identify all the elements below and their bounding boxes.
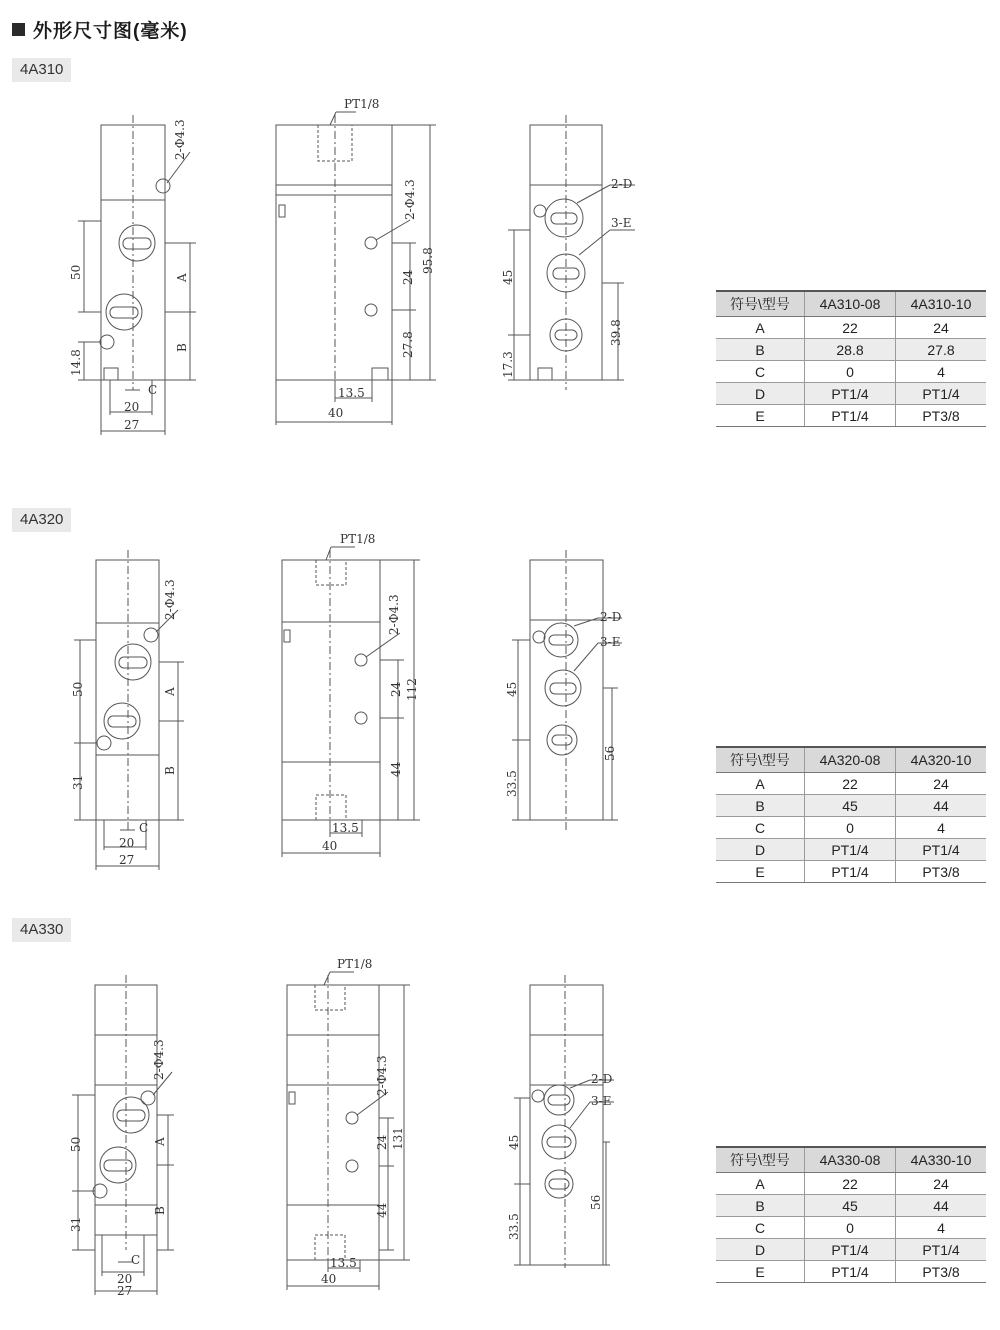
table-cell: 24 — [896, 773, 987, 795]
bottom-d-label: 2-D — [600, 610, 622, 624]
front-width1-label: 20 — [119, 836, 135, 850]
table-cell: D — [716, 383, 805, 405]
table-cell: 0 — [805, 1217, 896, 1239]
table-row — [716, 795, 986, 817]
table-cell: PT1/4 — [896, 1239, 987, 1261]
side-hole-label: 2-Φ4.3 — [387, 594, 401, 635]
side-low-label: 27.8 — [401, 331, 415, 358]
table-cell: 24 — [896, 317, 987, 339]
table-header-row — [716, 1147, 986, 1173]
front-hole-label: 2-Φ4.3 — [163, 579, 177, 620]
front-width2-label: 27 — [117, 1284, 133, 1298]
table-cell: A — [716, 773, 805, 795]
table-cell: PT1/4 — [805, 839, 896, 861]
side-port-label: PT1/8 — [337, 957, 373, 971]
side-total-height-label: 95.8 — [421, 247, 435, 274]
bottom-h2-label: 33.5 — [507, 1213, 521, 1240]
table-cell: A — [716, 317, 805, 339]
table-row — [716, 817, 986, 839]
table-cell: PT1/4 — [896, 383, 987, 405]
drawing-4a320 — [0, 525, 700, 905]
drawing-4a330 — [0, 950, 700, 1330]
table-cell: 44 — [896, 795, 987, 817]
side-coil-housing — [276, 125, 392, 185]
front-height-label: 50 — [69, 1136, 83, 1152]
bottom-h1-label: 45 — [505, 681, 519, 697]
table-cell: E — [716, 1261, 805, 1283]
table-cell: 27.8 — [896, 339, 987, 361]
front-width1-label: 20 — [117, 1272, 133, 1286]
front-b-label: B — [153, 1206, 167, 1215]
table-cell: 4 — [896, 361, 987, 383]
table-row — [716, 1261, 986, 1283]
spec-table-4a310 — [716, 290, 986, 427]
table-row — [716, 361, 986, 383]
page-header — [12, 14, 188, 44]
table-cell: C — [716, 361, 805, 383]
front-b-label: B — [163, 766, 177, 775]
table-cell: D — [716, 839, 805, 861]
front-c-label: C — [131, 1253, 141, 1267]
front-hole-label: 2-Φ4.3 — [173, 119, 187, 160]
table-cell: C — [716, 1217, 805, 1239]
table-cell: 0 — [805, 361, 896, 383]
side-port-label: PT1/8 — [340, 532, 376, 546]
table-header-cell: 符号\型号 — [716, 1147, 805, 1173]
table-cell: B — [716, 1195, 805, 1217]
table-header-cell: 符号\型号 — [716, 291, 805, 317]
side-valve-body — [276, 185, 392, 380]
side-low-label: 44 — [389, 761, 403, 777]
dimension-drawing-4a330 — [0, 950, 700, 1310]
front-b-label: B — [175, 343, 189, 352]
table-row — [716, 773, 986, 795]
bottom-h3-label: 56 — [603, 745, 617, 761]
table-cell: PT1/4 — [805, 861, 896, 883]
table-cell: E — [716, 861, 805, 883]
table-cell: 4 — [896, 1217, 987, 1239]
front-a-label: A — [153, 1137, 167, 1146]
front-bottom-height-label: 31 — [71, 774, 85, 790]
side-width-label: 40 — [321, 1272, 337, 1286]
side-mid-label: 24 — [375, 1134, 389, 1150]
model-tag-4a320: 4A320 — [12, 508, 71, 532]
table-cell: PT1/4 — [896, 839, 987, 861]
table-cell: 44 — [896, 1195, 987, 1217]
table-header-row — [716, 747, 986, 773]
bottom-d-label: 2-D — [611, 177, 633, 191]
bottom-e-label: 3-E — [591, 1094, 612, 1108]
table-row — [716, 339, 986, 361]
front-height-label: 50 — [71, 681, 85, 697]
front-c-label: C — [148, 383, 158, 397]
table-cell: PT1/4 — [805, 1239, 896, 1261]
table-cell: D — [716, 1239, 805, 1261]
table-cell: PT1/4 — [805, 1261, 896, 1283]
table-header-cell: 4A330-10 — [896, 1147, 987, 1173]
bottom-h3-label: 39.8 — [609, 319, 623, 346]
table-cell: B — [716, 339, 805, 361]
bottom-h2-label: 33.5 — [505, 770, 519, 797]
side-offset-label: 13.5 — [330, 1256, 357, 1270]
table-cell: PT3/8 — [896, 405, 987, 427]
front-bottom-height-label: 14.8 — [69, 349, 83, 376]
side-width-label: 40 — [328, 406, 344, 420]
table-row — [716, 861, 986, 883]
bottom-h1-label: 45 — [501, 269, 515, 285]
front-bottom-height-label: 31 — [69, 1216, 83, 1232]
table-header-cell: 4A320-08 — [805, 747, 896, 773]
spec-table-4a320 — [716, 746, 986, 883]
table-row — [716, 839, 986, 861]
bottom-h2-label: 17.3 — [501, 351, 515, 378]
front-width2-label: 27 — [119, 853, 135, 867]
model-tag-4a330: 4A330 — [12, 918, 71, 942]
table-cell: 22 — [805, 317, 896, 339]
front-width1-label: 20 — [124, 400, 140, 414]
dimension-drawing-4a320 — [0, 525, 700, 905]
bottom-h1-label: 45 — [507, 1134, 521, 1150]
side-low-label: 44 — [375, 1202, 389, 1218]
bottom-d-label: 2-D — [591, 1072, 613, 1086]
table-cell: PT3/8 — [896, 1261, 987, 1283]
side-mid-label: 24 — [389, 681, 403, 697]
side-offset-label: 13.5 — [332, 821, 359, 835]
bottom-e-label: 3-E — [600, 635, 621, 649]
table-cell: 22 — [805, 1173, 896, 1195]
front-height-label: 50 — [69, 264, 83, 280]
front-width2-label: 27 — [124, 418, 140, 432]
table-cell: PT1/4 — [805, 383, 896, 405]
table-cell: B — [716, 795, 805, 817]
side-mid-label: 24 — [401, 269, 415, 285]
table-row — [716, 1173, 986, 1195]
bottom-e-label: 3-E — [611, 216, 632, 230]
table-header-cell: 4A310-08 — [805, 291, 896, 317]
table-row — [716, 1195, 986, 1217]
front-hole-label: 2-Φ4.3 — [152, 1039, 166, 1080]
square-bullet-icon — [12, 23, 25, 36]
side-offset-label: 13.5 — [338, 386, 365, 400]
table-cell: 22 — [805, 773, 896, 795]
side-port-label: PT1/8 — [344, 97, 380, 111]
side-total-height-label: 112 — [405, 678, 419, 701]
table-cell: E — [716, 405, 805, 427]
model-tag-4a310: 4A310 — [12, 58, 71, 82]
table-header-cell: 符号\型号 — [716, 747, 805, 773]
table-header-cell: 4A310-10 — [896, 291, 987, 317]
table-cell: 45 — [805, 1195, 896, 1217]
table-row — [716, 1239, 986, 1261]
table-row — [716, 383, 986, 405]
table-header-cell: 4A320-10 — [896, 747, 987, 773]
dimension-drawing-4a310 — [0, 90, 700, 470]
table-cell: A — [716, 1173, 805, 1195]
table-row — [716, 405, 986, 427]
page-title: 外形尺寸图(毫米) — [33, 20, 188, 42]
table-row — [716, 317, 986, 339]
side-hole-label: 2-Φ4.3 — [403, 179, 417, 220]
side-width-label: 40 — [322, 839, 338, 853]
front-a-label: A — [175, 273, 189, 282]
table-row — [716, 1217, 986, 1239]
table-header-row — [716, 291, 986, 317]
side-total-height-label: 131 — [391, 1127, 405, 1150]
bottom-h3-label: 56 — [589, 1194, 603, 1210]
table-cell: C — [716, 817, 805, 839]
table-header-cell: 4A330-08 — [805, 1147, 896, 1173]
side-hole-label: 2-Φ4.3 — [375, 1055, 389, 1096]
spec-table-4a330 — [716, 1146, 986, 1283]
table-cell: 28.8 — [805, 339, 896, 361]
table-cell: PT3/8 — [896, 861, 987, 883]
table-cell: 0 — [805, 817, 896, 839]
table-cell: 45 — [805, 795, 896, 817]
front-c-label: C — [139, 821, 149, 835]
table-cell: PT1/4 — [805, 405, 896, 427]
drawing-4a310 — [0, 90, 700, 470]
table-cell: 4 — [896, 817, 987, 839]
table-cell: 24 — [896, 1173, 987, 1195]
front-a-label: A — [163, 687, 177, 696]
